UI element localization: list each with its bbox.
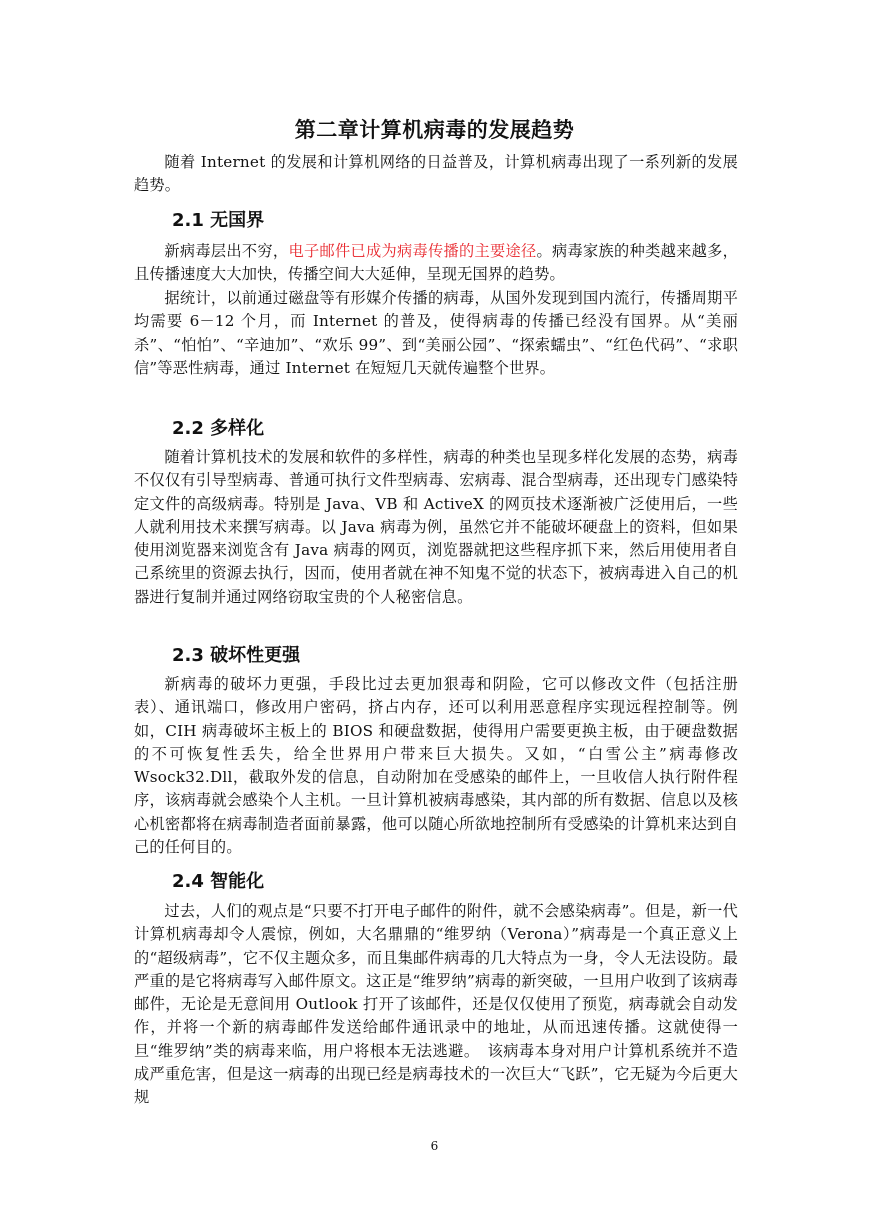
section-2-1-paragraph-1 [134, 240, 738, 287]
section-2-4-paragraph-1: 过去，人们的观点是“只要不打开电子邮件的附件，就不会感染病毒”。但是，新一代计算机病毒却令人震惊，例如，大名鼎鼎的“维罗纳（Verona）”病毒是一个真正意义上的“超级病毒”，它不仅主题众多，而且集邮件病毒的几大特点为一身，令人无法设防。最严重的是它将病毒写入邮件原文。这正是“维罗纳”病毒的新突破，一旦用户收到了该病毒邮件，无论是无意间用 Outlook 打开了该邮件，还是仅仅使用了预览，病毒就会自动发作，并将一个新的病毒邮件发送给邮件通讯录中的地址，从而迅速传播。这就使得一旦“维罗纳”类的病毒来临，用户将根本无法逃避。 该病毒本身对用户计算机系统并不造成严重危害，但是这一病毒的出现已经是病毒技术的一次巨大“飞跃”，它无疑为今后更大规 [134, 902, 738, 1107]
section-2-2-paragraph-1: 随着计算机技术的发展和软件的多样性，病毒的种类也呈现多样化发展的态势，病毒不仅仅有引导型病毒、普通可执行文件型病毒、宏病毒、混合型病毒，还出现专门感染特定文件的高级病毒。特别是 Java、VB 和 ActiveX 的网页技术逐渐被广泛使用后，一些人就利用技术来撰写病毒。以 Java 病毒为例，虽然它并不能破坏硬盘上的资料，但如果使用浏览器来浏览含有 Java 病毒的网页，浏览器就把这些程序抓下来，然后用使用者自己系统里的资源去执行，因而，使用者就在神不知鬼不觉的状态下，被病毒进入自己的机器进行复制并通过网络窃取宝贵的个人秘密信息。 [134, 448, 738, 606]
paragraph-text: 。病毒家族的种类越来越多，且传播速度大大加快，传播空间大大延伸，呈现无国界的趋势。 [134, 242, 738, 284]
section-heading-2-2: 2.2 多样化 [172, 418, 265, 439]
section-heading-2-3: 2.3 破坏性更强 [172, 645, 301, 666]
section-2-3-paragraph-1: 新病毒的破坏力更强，手段比过去更加狠毒和阴险，它可以修改文件（包括注册表）、通讯端口，修改用户密码，挤占内存，还可以利用恶意程序实现远程控制等。例如，CIH 病毒破坏主板上的 BIOS 和硬盘数据，使得用户需要更换主板，由于硬盘数据的不可恢复性丢失，给全世界用户带来巨大损失。又如，“白雪公主”病毒修改 Wsock32.Dll，截取外发的信息，自动附加在受感染的邮件上，一旦收信人执行附件程序，该病毒就会感染个人主机。一旦计算机被病毒感染，其内部的所有数据、信息以及核心机密都将在病毒制造者面前暴露，他可以随心所欲地控制所有受感染的计算机来达到自己的任何目的。 [134, 675, 738, 857]
section-heading-2-1: 2.1 无国界 [172, 210, 265, 231]
intro-paragraph: 随着 Internet 的发展和计算机网络的日益普及，计算机病毒出现了一系列新的发展趋势。 [134, 153, 738, 195]
highlighted-text: 电子邮件已成为病毒传播的主要途径 [288, 242, 537, 260]
page-number: 6 [430, 1139, 439, 1153]
paragraph-text: 新病毒层出不穷， [164, 242, 289, 260]
section-2-1-paragraph-2: 据统计，以前通过磁盘等有形媒介传播的病毒，从国外发现到国内流行，传播周期平均需要 6－12 个月，而 Internet 的普及，使得病毒的传播已经没有国界。从“美丽杀”、“怕怕”、“辛迪加”、“欢乐 99”、到“美丽公园”、“探索蠕虫”、“红色代码”、“求职信”等恶性病毒，通过 Internet 在短短几天就传遍整个世界。 [134, 289, 738, 377]
section-heading-2-4: 2.4 智能化 [172, 871, 265, 892]
chapter-title: 第二章计算机病毒的发展趋势 [294, 118, 575, 142]
